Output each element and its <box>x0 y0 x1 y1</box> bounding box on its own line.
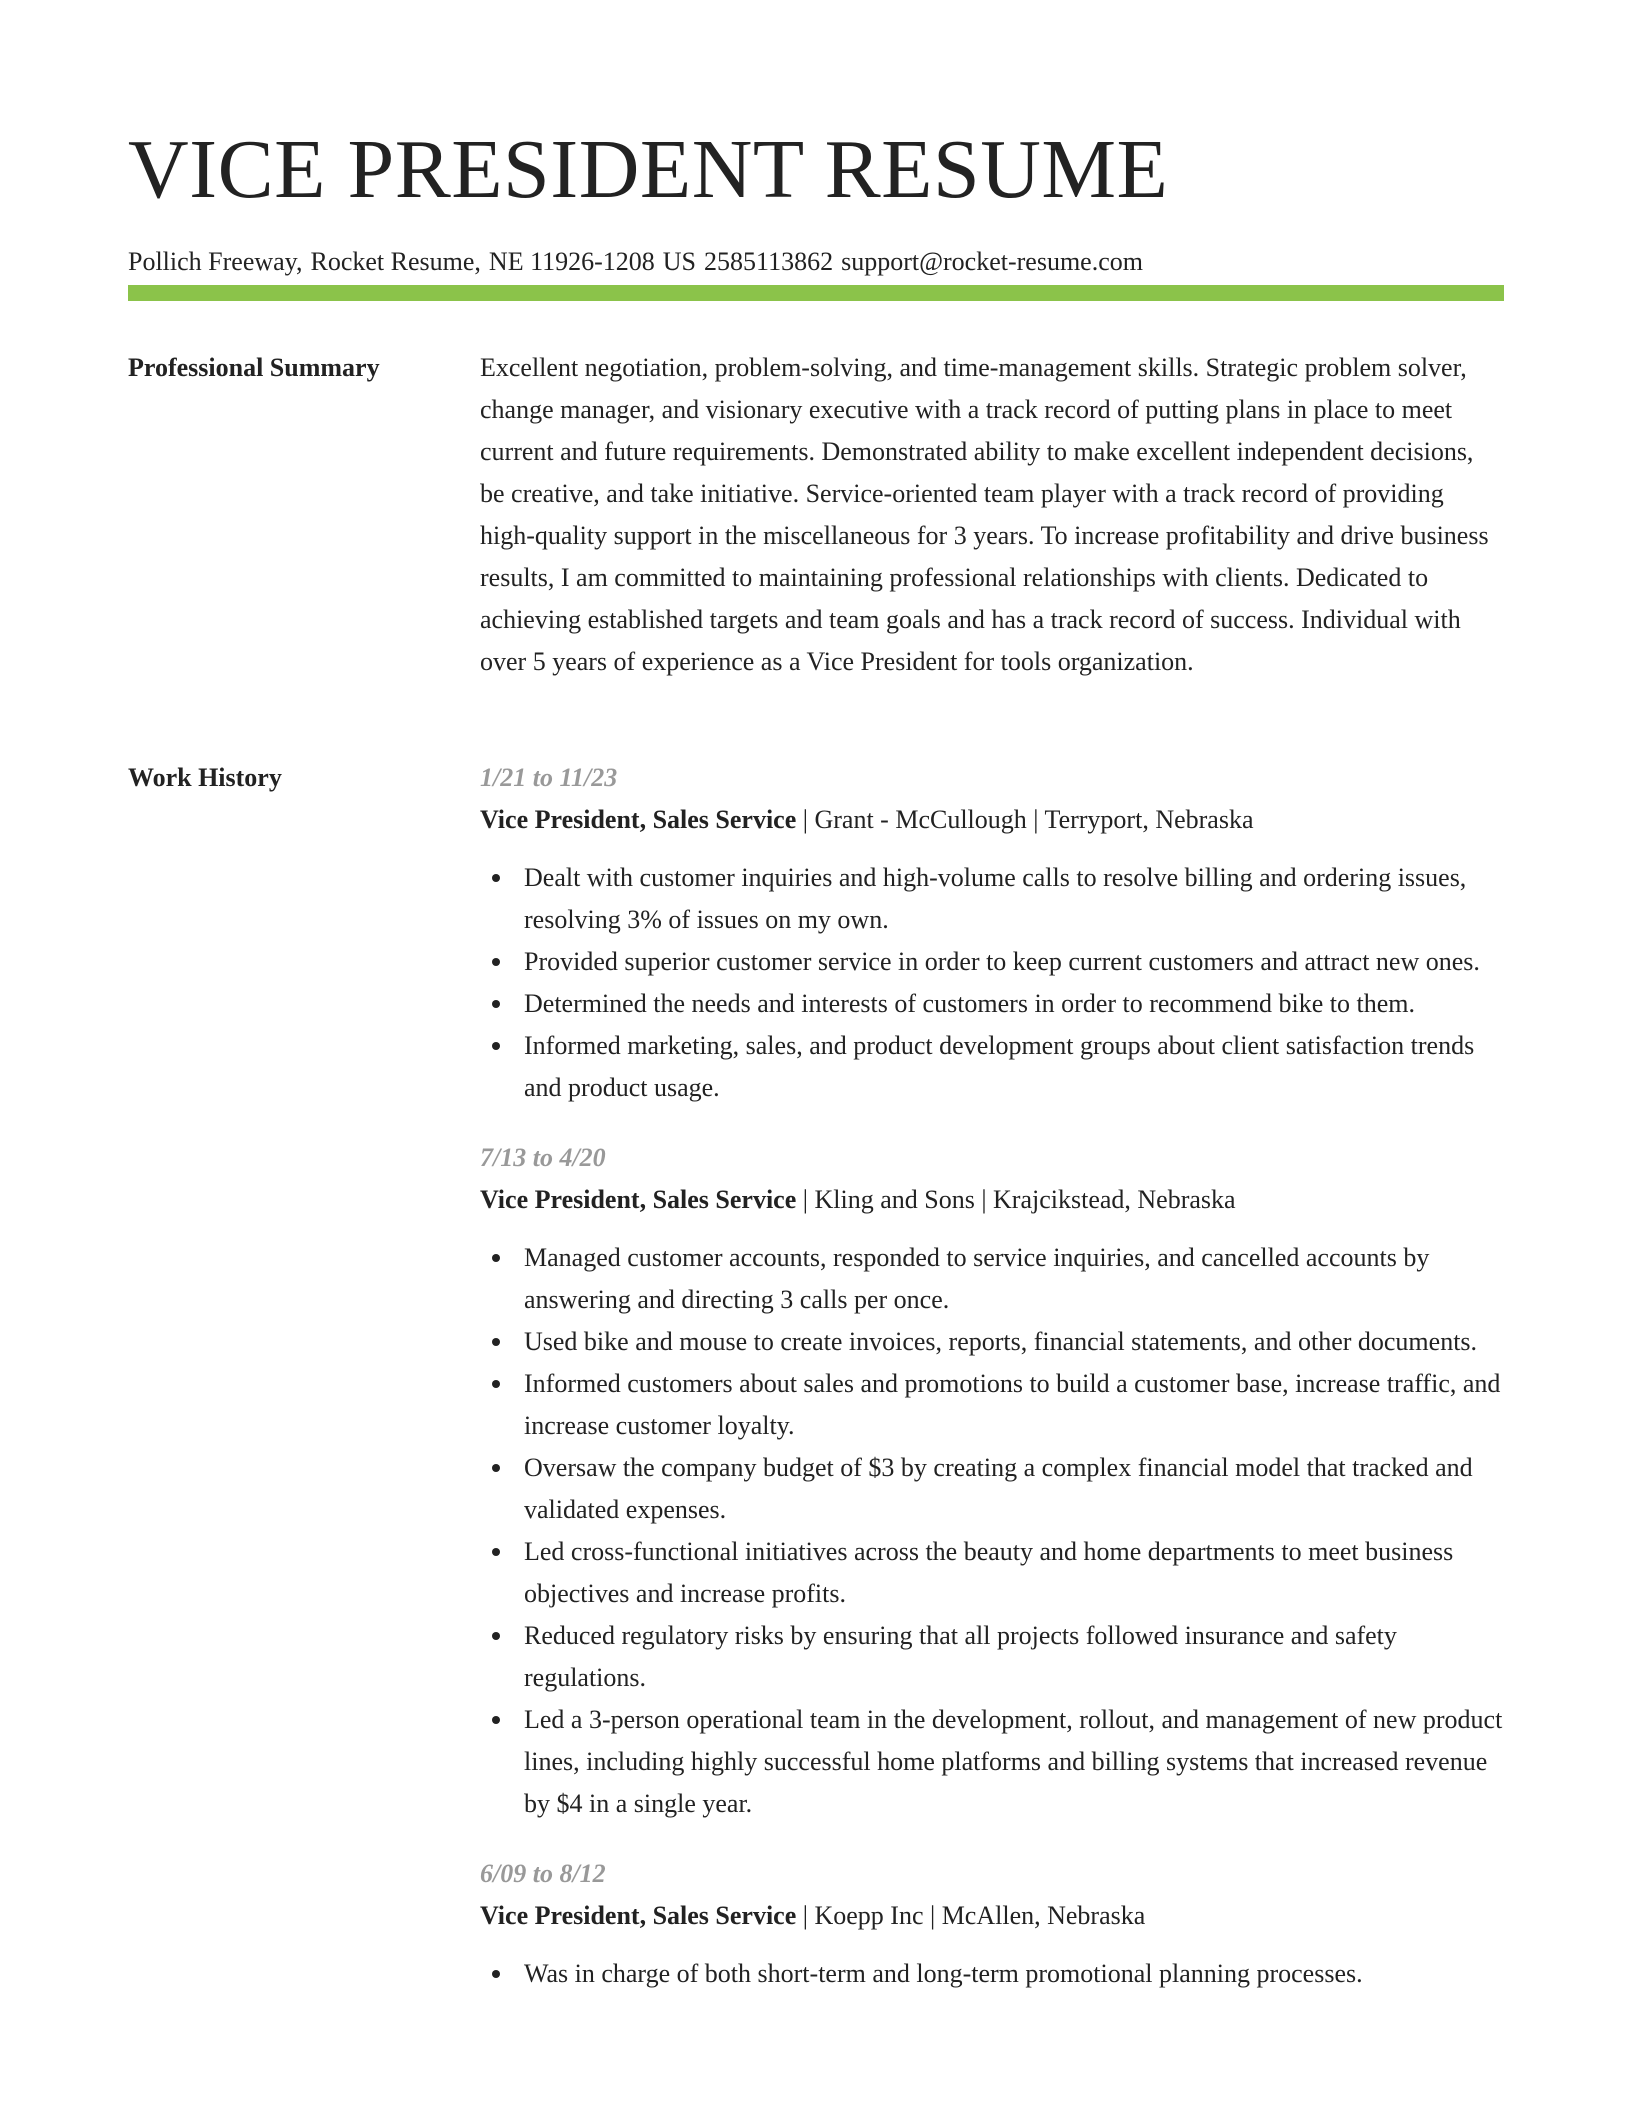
job-bullets <box>480 857 1504 1109</box>
list-item <box>480 1615 1504 1699</box>
bullet-dot-icon <box>492 1338 500 1346</box>
header-divider <box>128 285 1504 301</box>
list-item <box>480 1025 1504 1109</box>
job-details: | Grant - McCullough | Terryport, Nebraska <box>796 805 1254 834</box>
job-entry <box>480 1853 1504 1995</box>
job-title-line <box>480 1179 1504 1221</box>
bullet-text: Provided superior customer service in order to keep current customers and attract new ones. <box>524 947 1480 976</box>
job-title: Vice President, Sales Service <box>480 1901 797 1930</box>
job-details: | Kling and Sons | Krajcikstead, Nebraska <box>796 1185 1236 1214</box>
bullet-text: Was in charge of both short-term and long-term promotional planning processes. <box>524 1959 1363 1988</box>
list-item <box>480 1953 1504 1995</box>
job-dates: 1/21 to 11/23 <box>480 763 618 792</box>
job-title-line <box>480 1895 1504 1937</box>
work-history-label: Work History <box>128 763 282 792</box>
bullet-dot-icon <box>492 1632 500 1640</box>
bullet-text: Informed customers about sales and promotions to build a customer base, increase traffic, and increase customer loyalty. <box>524 1369 1501 1440</box>
bullet-text: Led a 3-person operational team in the development, rollout, and management of new product lines, including highly successful home platforms and billing systems that increased revenue by $4 in a single year. <box>524 1705 1503 1818</box>
contact-city: Rocket Resume, <box>310 247 481 276</box>
list-item <box>480 1699 1504 1825</box>
contact-country: US <box>662 247 697 276</box>
job-details: | Koepp Inc | McAllen, Nebraska <box>796 1901 1146 1930</box>
bullet-text: Used bike and mouse to create invoices, reports, financial statements, and other documents. <box>524 1327 1478 1356</box>
list-item <box>480 1447 1504 1531</box>
list-item <box>480 983 1504 1025</box>
bullet-text: Led cross-functional initiatives across the beauty and home departments to meet business objectives and increase profits. <box>524 1537 1454 1608</box>
contact-line <box>128 246 1504 278</box>
bullet-text: Reduced regulatory risks by ensuring that all projects followed insurance and safety regulations. <box>524 1621 1397 1692</box>
contact-phone: 2585113862 <box>704 247 834 276</box>
bullet-text: Oversaw the company budget of $3 by creating a complex financial model that tracked and validated expenses. <box>524 1453 1473 1524</box>
list-item <box>480 1363 1504 1447</box>
job-title: Vice President, Sales Service <box>480 805 797 834</box>
job-title-line <box>480 799 1504 841</box>
bullet-dot-icon <box>492 1380 500 1388</box>
resume-header <box>128 120 1504 278</box>
job-bullets <box>480 1237 1504 1825</box>
summary-body <box>480 347 1504 683</box>
list-item <box>480 857 1504 941</box>
resume-title: VICE PRESIDENT RESUME <box>128 123 1169 216</box>
bullet-dot-icon <box>492 1970 500 1978</box>
job-bullets <box>480 1953 1504 1995</box>
bullet-text: Informed marketing, sales, and product development groups about client satisfaction trends and product usage. <box>524 1031 1475 1102</box>
summary-label: Professional Summary <box>128 353 380 382</box>
bullet-dot-icon <box>492 1716 500 1724</box>
bullet-text: Determined the needs and interests of customers in order to recommend bike to them. <box>524 989 1415 1018</box>
bullet-dot-icon <box>492 1464 500 1472</box>
bullet-dot-icon <box>492 1000 500 1008</box>
bullet-dot-icon <box>492 958 500 966</box>
bullet-text: Dealt with customer inquiries and high-volume calls to resolve billing and ordering issues, resolving 3% of issues on my own. <box>524 863 1467 934</box>
list-item <box>480 941 1504 983</box>
list-item <box>480 1531 1504 1615</box>
bullet-dot-icon <box>492 874 500 882</box>
contact-state-zip: NE 11926-1208 <box>488 247 655 276</box>
contact-street: Pollich Freeway, <box>128 247 303 276</box>
job-entry <box>480 1137 1504 1825</box>
job-dates: 7/13 to 4/20 <box>480 1143 606 1172</box>
work-history-body <box>480 757 1504 2023</box>
bullet-dot-icon <box>492 1042 500 1050</box>
job-entry <box>480 757 1504 1109</box>
job-title: Vice President, Sales Service <box>480 1185 797 1214</box>
bullet-dot-icon <box>492 1254 500 1262</box>
bullet-text: Managed customer accounts, responded to service inquiries, and cancelled accounts by answering and directing 3 calls per once. <box>524 1243 1430 1314</box>
bullet-dot-icon <box>492 1548 500 1556</box>
job-dates: 6/09 to 8/12 <box>480 1859 606 1888</box>
summary-text: Excellent negotiation, problem-solving, and time-management skills. Strategic problem solver, change manager, and visionary executive with a track record of putting plans in place to meet current and future requirements. Demonstrated ability to make excellent independent decisions, be creative, and take initiative. Service-oriented team player with a track record of providing high-quality support in the miscellaneous for 3 years. To increase profitability and drive business results, I am committed to maintaining professional relationships with clients. Dedicated to achieving established targets and team goals and has a track record of success. Individual with over 5 years of experience as a Vice President for tools organization. <box>480 353 1489 676</box>
list-item <box>480 1321 1504 1363</box>
list-item <box>480 1237 1504 1321</box>
contact-email: support@rocket-resume.com <box>841 247 1143 276</box>
